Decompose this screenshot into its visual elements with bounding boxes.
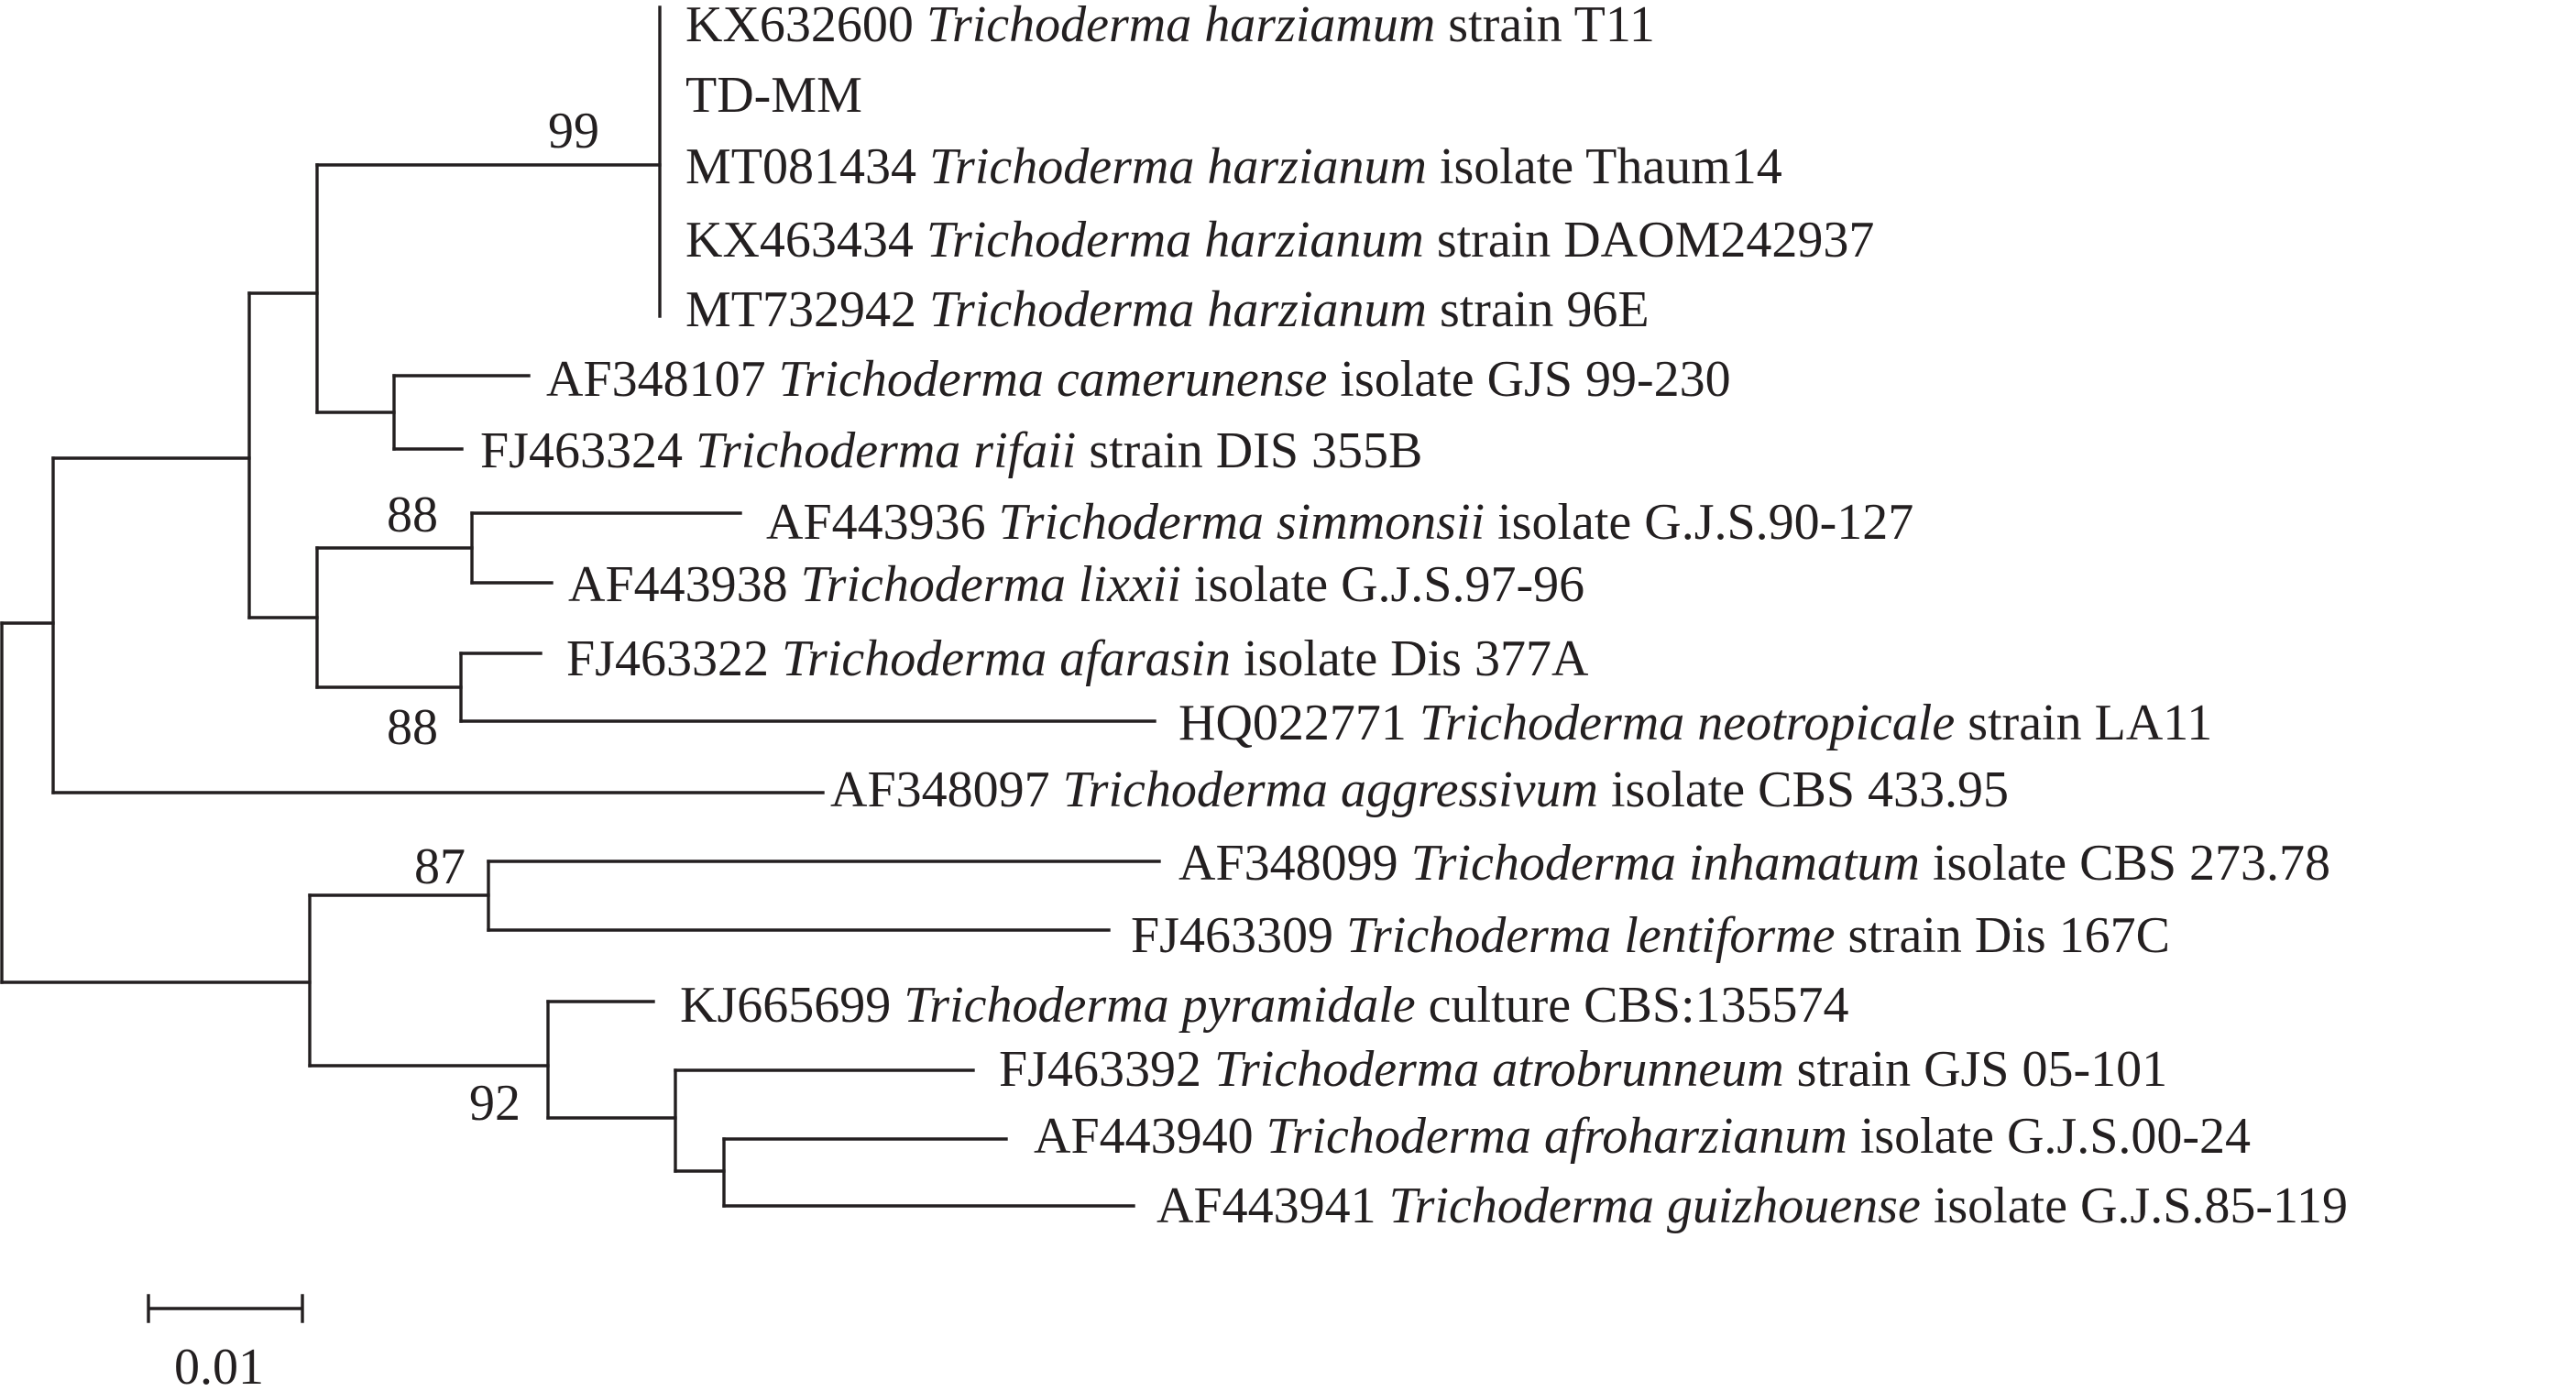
bootstrap-values: [387, 103, 599, 1132]
taxon-label: MT732942 Trichoderma harzianum strain 96E: [685, 281, 1650, 338]
taxon-label: FJ463392 Trichoderma atrobrunneum strain GJS 05-101: [999, 1041, 2168, 1098]
taxon-label: FJ463322 Trichoderma afarasin isolate Dis 377A: [566, 630, 1589, 687]
taxon-label: KX463434 Trichoderma harzianum strain DAOM242937: [685, 212, 1875, 268]
taxon-labels: [480, 0, 2348, 1234]
taxon-label: AF348097 Trichoderma aggressivum isolate CBS 433.95: [830, 761, 2009, 818]
taxon-label: HQ022771 Trichoderma neotropicale strain LA11: [1178, 695, 2213, 751]
taxon-label: KX632600 Trichoderma harziamum strain T11: [685, 0, 1655, 53]
taxon-label: FJ463324 Trichoderma rifaii strain DIS 355B: [480, 422, 1423, 479]
bootstrap-value: 88: [387, 699, 438, 756]
bootstrap-value: 87: [414, 838, 466, 895]
taxon-label: FJ463309 Trichoderma lentiforme strain Dis 167C: [1131, 907, 2171, 964]
bootstrap-value: 88: [387, 487, 438, 543]
taxon-label: KJ665699 Trichoderma pyramidale culture CBS:135574: [680, 977, 1849, 1034]
scale-bar: [148, 1296, 302, 1391]
taxon-label: AF348107 Trichoderma camerunense isolate GJS 99-230: [546, 351, 1731, 408]
bootstrap-value: 92: [469, 1075, 521, 1132]
taxon-label: AF443936 Trichoderma simmonsii isolate G.J.S.90-127: [766, 494, 1914, 551]
taxon-label: MT081434 Trichoderma harzianum isolate Thaum14: [685, 138, 1782, 195]
taxon-label: TD-MM: [685, 67, 862, 124]
taxon-label: AF443938 Trichoderma lixxii isolate G.J.S.97-96: [568, 556, 1585, 613]
taxon-label: AF348099 Trichoderma inhamatum isolate CBS 273.78: [1178, 835, 2330, 892]
bootstrap-value: 99: [548, 103, 599, 159]
taxon-label: AF443940 Trichoderma afroharzianum isolate G.J.S.00-24: [1034, 1108, 2252, 1165]
scale-bar-line: [148, 1296, 302, 1321]
scale-bar-label: 0.01: [174, 1339, 264, 1391]
taxon-label: AF443941 Trichoderma guizhouense isolate G.J.S.85-119: [1156, 1177, 2348, 1234]
